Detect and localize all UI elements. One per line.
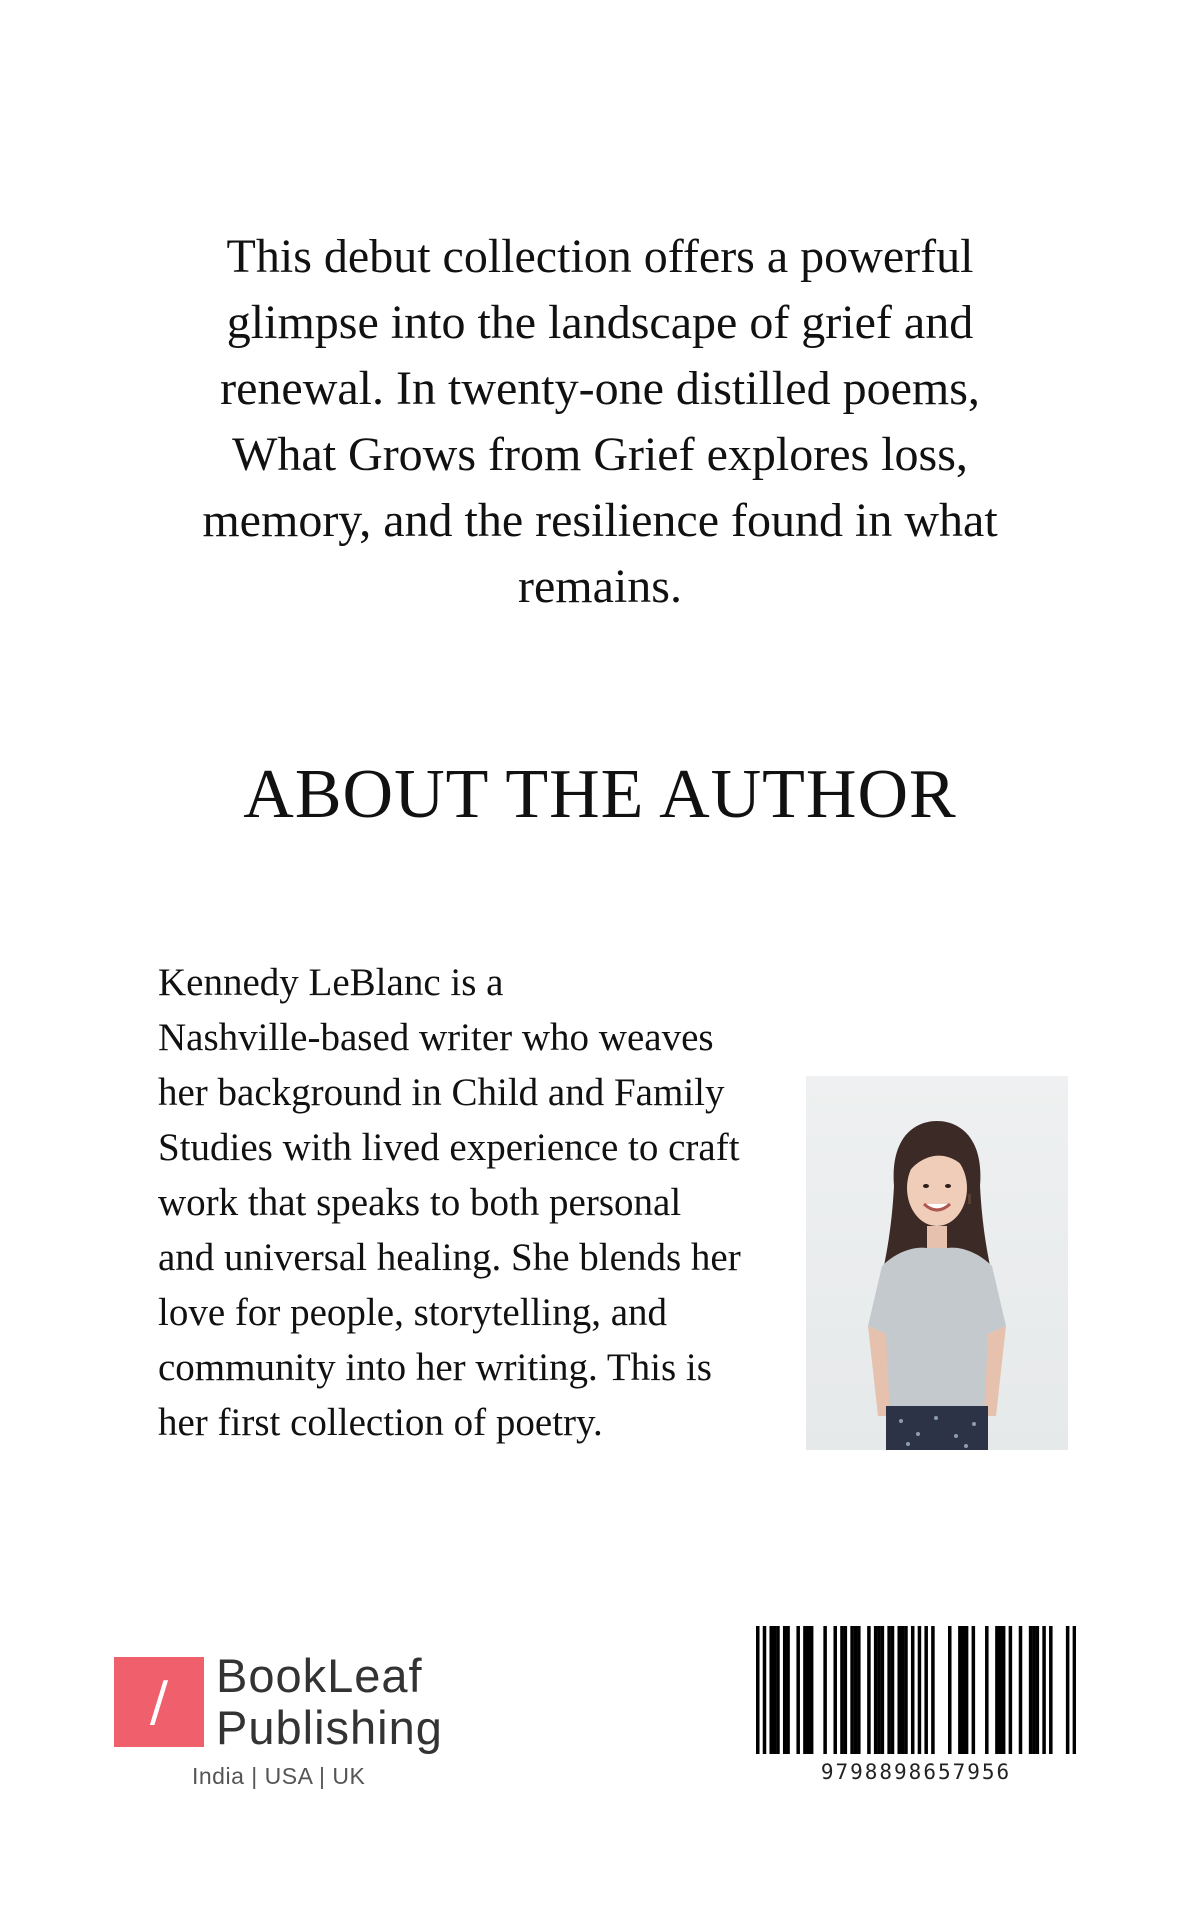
barcode-bar <box>918 1626 922 1754</box>
barcode-bar <box>763 1626 767 1754</box>
blurb-line: renewal. In twenty-one distilled poems, <box>220 362 980 415</box>
publisher-regions: India | USA | UK <box>192 1763 366 1789</box>
barcode-bar <box>887 1626 891 1754</box>
barcode-bar <box>874 1626 878 1754</box>
barcode-bar <box>807 1626 811 1754</box>
blurb-line: memory, and the resilience found in what <box>202 494 998 547</box>
bio-line: and universal healing. She blends her <box>158 1236 741 1279</box>
barcode-bar <box>958 1626 962 1754</box>
barcode-bar <box>1002 1626 1006 1754</box>
barcode-bar <box>833 1626 837 1754</box>
blurb-line: What Grows from Grief explores loss, <box>232 428 968 481</box>
barcode-bar <box>1049 1626 1053 1754</box>
barcode-bar <box>995 1626 999 1754</box>
publisher-mark-icon <box>114 1657 204 1747</box>
barcode-bar <box>850 1626 854 1754</box>
author-photo-illustration <box>806 1076 1068 1450</box>
barcode-bar <box>1019 1626 1023 1754</box>
barcode-bar <box>904 1626 908 1754</box>
barcode-bar <box>769 1626 773 1754</box>
barcode-bar <box>948 1626 952 1754</box>
barcode-bar <box>786 1626 790 1754</box>
barcode-bar <box>844 1626 848 1754</box>
barcode-bar <box>965 1626 969 1754</box>
barcode-bar <box>776 1626 780 1754</box>
barcode-bar <box>854 1626 858 1754</box>
bio-line: work that speaks to both personal <box>158 1181 682 1224</box>
barcode-icon <box>756 1626 1076 1756</box>
barcode-bar <box>924 1626 928 1754</box>
publisher-name-line1: BookLeaf <box>216 1649 423 1702</box>
barcode-bar <box>961 1626 965 1754</box>
barcode-bar <box>881 1626 885 1754</box>
barcode-bar <box>796 1626 800 1754</box>
barcode-bar <box>1032 1626 1036 1754</box>
barcode-bar <box>999 1626 1003 1754</box>
book-blurb <box>180 224 1020 620</box>
barcode-bar <box>823 1626 827 1754</box>
blurb-line: This debut collection offers a powerful <box>226 230 974 283</box>
barcode-bar <box>810 1626 814 1754</box>
barcode-bar <box>985 1626 989 1754</box>
about-author-heading: ABOUT THE AUTHOR <box>243 756 957 833</box>
bio-line: Studies with lived experience to craft <box>158 1126 740 1169</box>
publisher-name-line2: Publishing <box>216 1701 443 1754</box>
bio-line: Kennedy LeBlanc is a <box>158 961 504 1004</box>
blurb-line: glimpse into the landscape of grief and <box>226 296 974 349</box>
barcode-bar <box>857 1626 861 1754</box>
barcode-bar <box>803 1626 807 1754</box>
barcode-bar <box>867 1626 871 1754</box>
bio-line: love for people, storytelling, and <box>158 1291 668 1334</box>
bio-line: community into her writing. This is <box>158 1346 712 1389</box>
barcode-bar <box>1042 1626 1046 1754</box>
bio-line: her first collection of poetry. <box>158 1401 603 1444</box>
blurb-line: remains. <box>518 560 682 613</box>
barcode-bar <box>756 1626 760 1754</box>
publisher-logo <box>114 1650 474 1800</box>
publisher-mark-glyph: / <box>149 1670 169 1733</box>
barcode-bar <box>911 1626 915 1754</box>
bio-line: Nashville-based writer who weaves <box>158 1016 714 1059</box>
barcode-bar <box>897 1626 901 1754</box>
publisher-name <box>216 1650 443 1754</box>
barcode-bar <box>1029 1626 1033 1754</box>
barcode-bar <box>1036 1626 1040 1754</box>
barcode-bar <box>773 1626 777 1754</box>
barcode-bar <box>901 1626 905 1754</box>
barcode-bar <box>1066 1626 1070 1754</box>
barcode-bar <box>840 1626 844 1754</box>
author-photo <box>806 1076 1068 1450</box>
barcode-bar <box>1009 1626 1013 1754</box>
author-bio <box>158 955 798 1450</box>
bio-line: her background in Child and Family <box>158 1071 725 1114</box>
isbn-number: 9798898657956 <box>820 1760 1012 1784</box>
isbn-barcode <box>756 1626 1076 1796</box>
barcode-bar <box>783 1626 787 1754</box>
barcode-bar <box>931 1626 935 1754</box>
barcode-bar <box>891 1626 895 1754</box>
barcode-bar <box>1073 1626 1076 1754</box>
barcode-bar <box>972 1626 976 1754</box>
barcode-bar <box>877 1626 881 1754</box>
